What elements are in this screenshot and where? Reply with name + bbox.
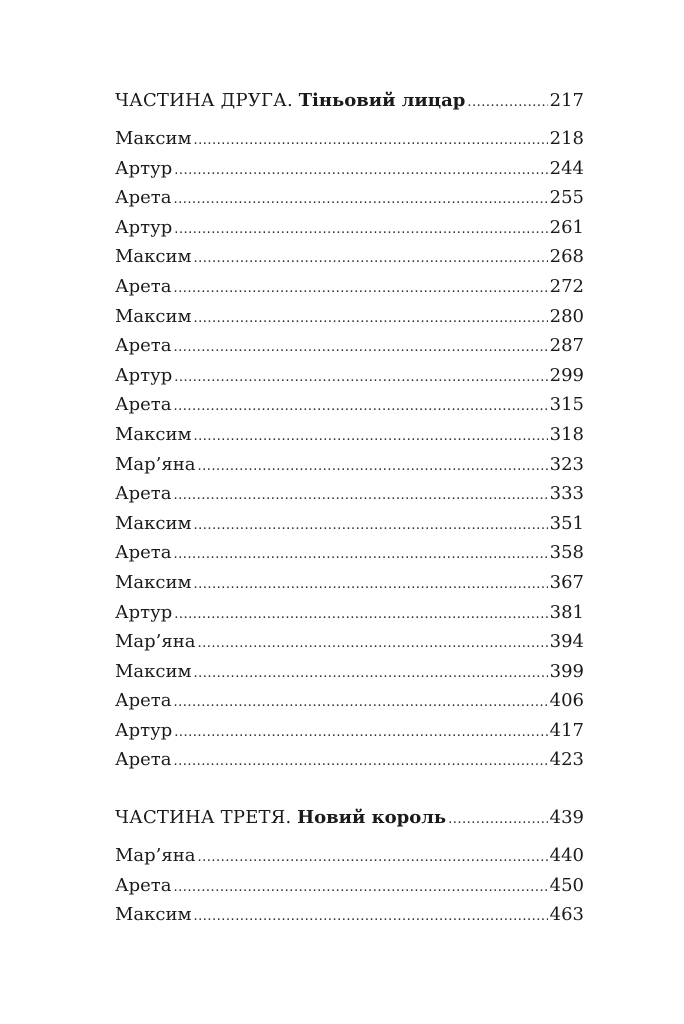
- chapter-label: Арета: [115, 394, 172, 416]
- dot-leader: [174, 747, 548, 777]
- chapter-label: Артур: [115, 157, 173, 179]
- dot-leader: [174, 156, 547, 186]
- dot-leader: [174, 600, 547, 630]
- dot-leader: [194, 570, 548, 600]
- toc-entry: [115, 509, 584, 539]
- chapter-label: Максим: [115, 305, 192, 327]
- toc-entry: [115, 598, 584, 628]
- toc-entry: [115, 124, 584, 154]
- chapter-label: Арета: [115, 335, 172, 357]
- dot-leader: [174, 363, 547, 393]
- toc-entry: [115, 568, 584, 598]
- chapter-label: Арета: [115, 483, 172, 505]
- chapter-label: Артур: [115, 364, 173, 386]
- chapter-label: Максим: [115, 571, 192, 593]
- toc-entry: [115, 745, 584, 775]
- page-number: 358: [549, 542, 584, 564]
- part-heading-label: [115, 84, 465, 118]
- chapter-label: Мар’яна: [115, 845, 196, 867]
- part-heading: [115, 84, 584, 118]
- toc-entry: [115, 900, 584, 930]
- page-number: 440: [549, 845, 584, 867]
- page-number: 450: [549, 874, 584, 896]
- dot-leader: [194, 422, 548, 452]
- toc-entry: [115, 716, 584, 746]
- page-number: 217: [549, 90, 584, 111]
- toc-entry: [115, 657, 584, 687]
- page-number: 299: [549, 364, 584, 386]
- part-title: Тіньовий лицар: [298, 90, 466, 111]
- toc-entry: [115, 420, 584, 450]
- chapter-label: Максим: [115, 512, 192, 534]
- dot-leader: [174, 392, 548, 422]
- chapter-label: Артур: [115, 216, 173, 238]
- part-prefix: ЧАСТИНА ДРУГА.: [115, 90, 293, 111]
- dot-leader: [194, 244, 548, 274]
- chapter-label: Арета: [115, 187, 172, 209]
- page-number: 463: [549, 904, 584, 926]
- page-number: 268: [549, 246, 584, 268]
- page-number: 406: [549, 690, 584, 712]
- toc-entry: [115, 686, 584, 716]
- page-number: 381: [549, 601, 584, 623]
- page-number: 280: [549, 305, 584, 327]
- dot-leader: [198, 452, 548, 482]
- part-prefix: ЧАСТИНА ТРЕТЯ.: [115, 807, 292, 829]
- page-number: 417: [549, 719, 584, 741]
- toc-entry: [115, 479, 584, 509]
- chapter-label: Арета: [115, 749, 172, 771]
- page-number: 287: [549, 335, 584, 357]
- page-number: 261: [549, 216, 584, 238]
- page-number: 318: [549, 423, 584, 445]
- part-heading-label: [115, 801, 446, 835]
- dot-leader: [174, 274, 548, 304]
- dot-leader: [174, 333, 548, 363]
- toc-entry: [115, 242, 584, 272]
- toc-entry: [115, 390, 584, 420]
- page-number: 218: [549, 128, 584, 149]
- dot-leader: [467, 86, 547, 120]
- chapter-label: Мар’яна: [115, 631, 196, 653]
- page-number: 423: [549, 749, 584, 771]
- page-number: 394: [549, 631, 584, 653]
- dot-leader: [194, 511, 548, 541]
- chapter-label: Мар’яна: [115, 453, 196, 475]
- toc-entry: [115, 538, 584, 568]
- toc-entry: [115, 302, 584, 332]
- page-number: 323: [549, 453, 584, 475]
- toc-entry: [115, 183, 584, 213]
- page-number: 333: [549, 483, 584, 505]
- toc-entry: [115, 627, 584, 657]
- toc-entry: [115, 450, 584, 480]
- chapter-label: Арета: [115, 690, 172, 712]
- dot-leader: [194, 126, 548, 156]
- dot-leader: [198, 629, 548, 659]
- page-number: 244: [549, 157, 584, 179]
- toc-entry: [115, 272, 584, 302]
- page-number: 367: [549, 571, 584, 593]
- part-title: Новий король: [297, 807, 447, 829]
- chapter-label: Арета: [115, 542, 172, 564]
- page-number: 255: [549, 187, 584, 209]
- chapter-label: Максим: [115, 904, 192, 926]
- page-number: 272: [549, 275, 584, 297]
- toc-entry: [115, 331, 584, 361]
- page-number: 315: [549, 394, 584, 416]
- toc-entry: [115, 361, 584, 391]
- toc-entry: [115, 154, 584, 184]
- chapter-label: Максим: [115, 660, 192, 682]
- part-heading: [115, 801, 584, 835]
- dot-leader: [448, 803, 548, 837]
- chapter-label: Арета: [115, 275, 172, 297]
- dot-leader: [174, 873, 548, 903]
- chapter-label: Артур: [115, 601, 173, 623]
- dot-leader: [174, 540, 548, 570]
- dot-leader: [194, 902, 548, 932]
- page-number: 439: [549, 807, 584, 829]
- dot-leader: [174, 215, 547, 245]
- dot-leader: [194, 304, 548, 334]
- chapter-label: Максим: [115, 246, 192, 268]
- dot-leader: [174, 688, 548, 718]
- dot-leader: [198, 843, 548, 873]
- toc-entry: [115, 213, 584, 243]
- dot-leader: [174, 718, 547, 748]
- chapter-label: Максим: [115, 128, 192, 149]
- dot-leader: [174, 481, 548, 511]
- chapter-label: Артур: [115, 719, 173, 741]
- toc-entry: [115, 871, 584, 901]
- page-number: 399: [549, 660, 584, 682]
- chapter-label: Арета: [115, 874, 172, 896]
- dot-leader: [174, 185, 548, 215]
- page-number: 351: [549, 512, 584, 534]
- table-of-contents: [115, 84, 584, 930]
- dot-leader: [194, 659, 548, 689]
- toc-entry: [115, 841, 584, 871]
- chapter-label: Максим: [115, 423, 192, 445]
